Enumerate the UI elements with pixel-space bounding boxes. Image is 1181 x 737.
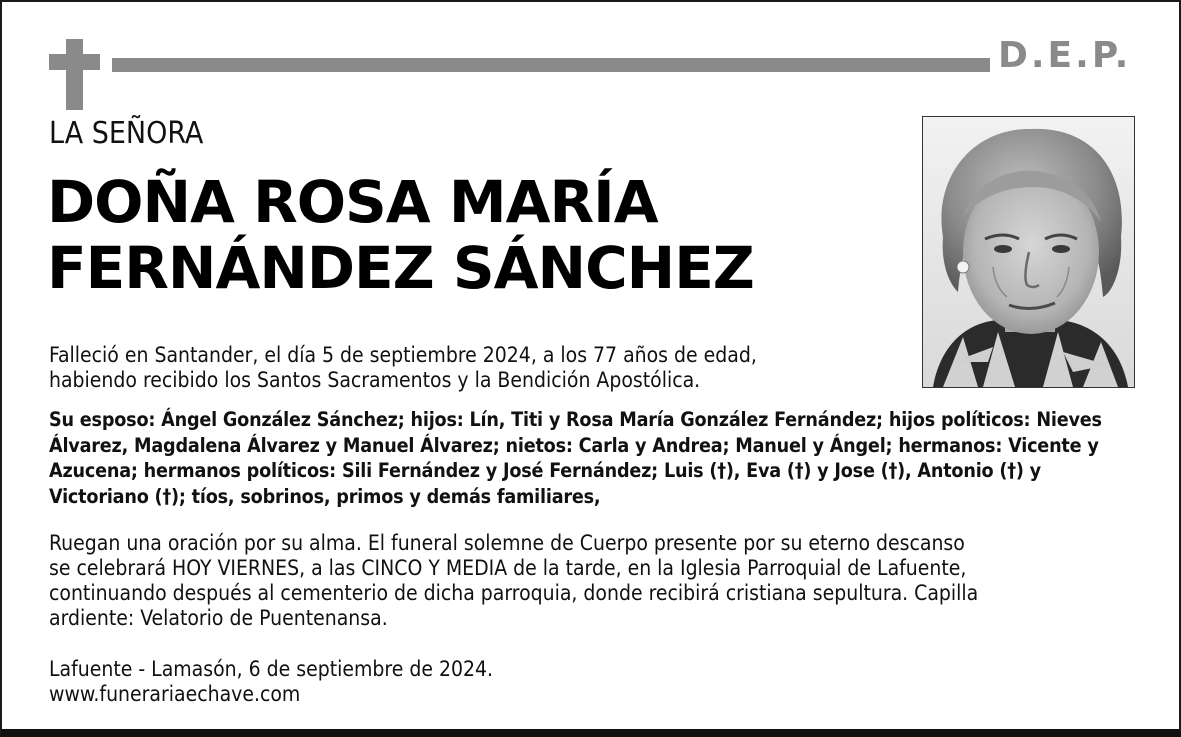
family-line: Su esposo: Ángel González Sánchez; hijos: Lín, Titi y Rosa María González Fernández; hijos políticos: Nieves [49, 408, 1102, 431]
header-rule [112, 58, 990, 72]
dep-badge: D.E.P. [998, 35, 1132, 76]
funeral-line: continuando después al cementerio de dicha parroquia, donde recibirá cristiana sepultura. Capilla [49, 581, 979, 605]
funeral-line: ardiente: Velatorio de Puentenansa. [49, 606, 388, 630]
death-notice-line: Falleció en Santander, el día 5 de septiembre 2024, a los 77 años de edad, [49, 343, 757, 367]
deceased-name-line-2: FERNÁNDEZ SÁNCHEZ [47, 234, 754, 302]
funeral-details [49, 531, 1139, 631]
deceased-name [47, 169, 907, 301]
family-list [49, 407, 1139, 509]
death-notice-line: habiendo recibido los Santos Sacramentos y la Bendición Apostólica. [49, 368, 701, 392]
death-notice [49, 343, 1139, 393]
funeral-line: Ruegan una oración por su alma. El funeral solemne de Cuerpo presente por su eterno descanso [49, 531, 965, 555]
place-date: Lafuente - Lamasón, 6 de septiembre de 2024. [49, 657, 494, 681]
deceased-prefix: LA SEÑORA [49, 116, 204, 151]
family-line: Victoriano (†); tíos, sobrinos, primos y demás familiares, [49, 484, 601, 508]
website-link[interactable]: www.funerariaechave.com [49, 682, 301, 706]
funeral-line: se celebrará HOY VIERNES, a las CINCO Y MEDIA de la tarde, en la Iglesia Parroquial de Lafuente, [49, 556, 967, 580]
footer [49, 657, 1139, 707]
family-line: Álvarez, Magdalena Álvarez y Manuel Álvarez; nietos: Carla y Andrea; Manuel y Ángel; hermanos: Vicente y [49, 433, 1099, 457]
family-line: Azucena; hermanos políticos: Sili Fernández y José Fernández; Luis (†), Eva (†) y Jose (†), Antonio (†) y [49, 459, 1041, 482]
deceased-name-line-1: DOÑA ROSA MARÍA [47, 168, 658, 236]
